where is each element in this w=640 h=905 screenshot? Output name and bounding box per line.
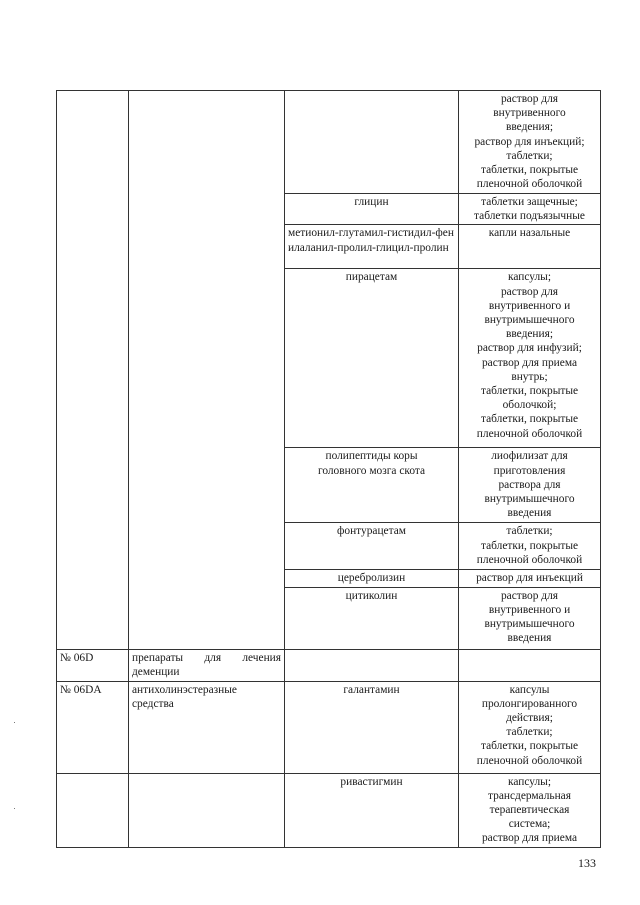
- drug-name-cell: церебролизин: [285, 570, 459, 587]
- dosage-form-cell: таблетки защечные; таблетки подъязычные: [459, 194, 601, 225]
- drug-table: [56, 90, 601, 848]
- drug-name-cell: [285, 91, 459, 194]
- atc-group-cell: [129, 773, 285, 847]
- table-row: [57, 91, 601, 194]
- atc-group-cell: препараты для лечения деменции: [129, 649, 285, 681]
- scan-artifact: [14, 722, 15, 723]
- atc-code-cell: [57, 773, 129, 847]
- group-cell: [129, 91, 285, 650]
- dosage-form-cell: раствор для инъекций: [459, 570, 601, 587]
- dosage-form-cell: раствор для внутривенного введения; раствор для инъекций; таблетки; таблетки, покрытые пленочной оболочкой: [459, 91, 601, 194]
- table-row: [57, 773, 601, 847]
- drug-name-cell: пирацетам: [285, 269, 459, 448]
- code-cell: [57, 91, 129, 650]
- dosage-form-cell: лиофилизат для приготовления раствора для внутримышечного введения: [459, 448, 601, 523]
- scan-artifact: [14, 808, 15, 809]
- drug-name-cell: цитиколин: [285, 587, 459, 649]
- drug-name-cell: [285, 649, 459, 681]
- drug-name-cell: полипептиды коры головного мозга скота: [285, 448, 459, 523]
- table-row: [57, 681, 601, 773]
- dosage-form-cell: капли назальные: [459, 225, 601, 269]
- dosage-form-cell: капсулы; раствор для внутривенного и внутримышечного введения; раствор для инфузий; раствор для приема внутрь; таблетки, покрытые оболочкой; таблетки, покрытые пленочной оболочкой: [459, 269, 601, 448]
- atc-code-cell: № 06D: [57, 649, 129, 681]
- dosage-form-cell: раствор для внутривенного и внутримышечного введения: [459, 587, 601, 649]
- dosage-form-cell: [459, 649, 601, 681]
- dosage-form-cell: таблетки; таблетки, покрытые пленочной оболочкой: [459, 523, 601, 570]
- atc-group-cell: антихолинэстеразные средства: [129, 681, 285, 773]
- drug-name-cell: метионил-глутамил-гистидил-фенилаланил-пролил-глицил-пролин: [285, 225, 459, 269]
- page-number: 133: [578, 856, 596, 870]
- drug-name-cell: глицин: [285, 194, 459, 225]
- atc-code-cell: № 06DA: [57, 681, 129, 773]
- dosage-form-cell: капсулы; трансдермальная терапевтическая система; раствор для приема: [459, 773, 601, 847]
- dosage-form-cell: капсулы пролонгированного действия; таблетки; таблетки, покрытые пленочной оболочкой: [459, 681, 601, 773]
- drug-name-cell: галантамин: [285, 681, 459, 773]
- table-row: [57, 649, 601, 681]
- drug-name-cell: фонтурацетам: [285, 523, 459, 570]
- drug-name-cell: ривастигмин: [285, 773, 459, 847]
